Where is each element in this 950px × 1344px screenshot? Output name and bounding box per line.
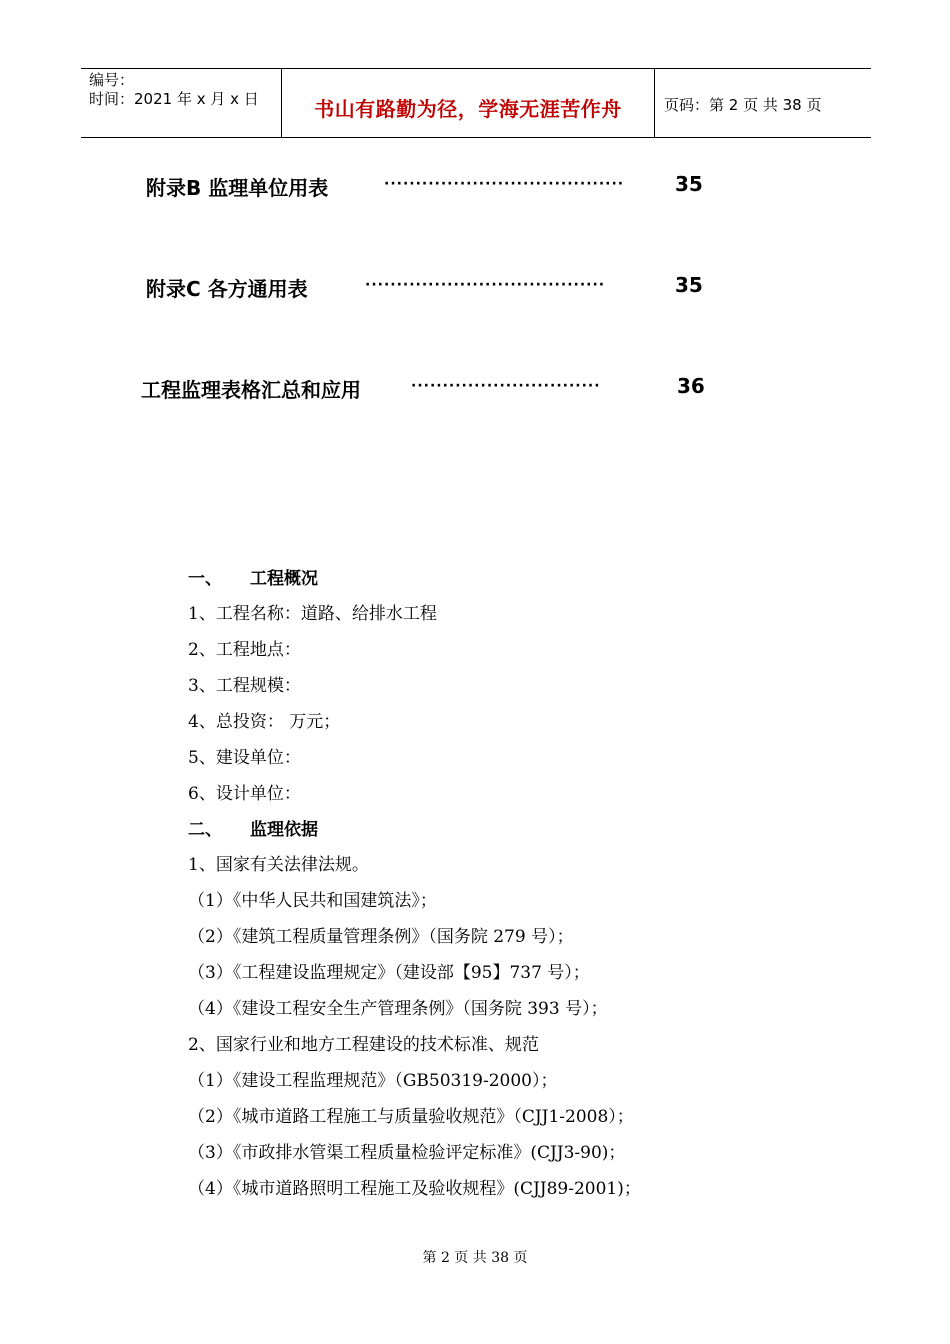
date-label: 时间：2021 年 x 月 x 日 <box>89 90 259 108</box>
body-line: （2）《城市道路工程施工与质量验收规范》（CJJ1-2008）； <box>188 1107 634 1127</box>
motto: 书山有路勤为径，学海无涯苦作舟 <box>314 96 622 121</box>
toc-leader-dots: ······································ <box>384 176 625 192</box>
body-line: （3）《市政排水管渠工程质量检验评定标准》(CJJ3-90)； <box>188 1143 626 1163</box>
section-number: 二、 <box>188 820 222 840</box>
body-line: 2、工程地点： <box>188 640 301 660</box>
toc-page-number: 36 <box>677 374 705 398</box>
body-line: （1）《建设工程监理规范》（GB50319-2000）； <box>188 1071 558 1091</box>
header-motto-cell <box>281 69 655 137</box>
body-line: 2、国家行业和地方工程建设的技术标准、规范 <box>188 1035 539 1055</box>
body-line: （4）《建设工程安全生产管理条例》（国务院 393 号）； <box>188 999 608 1019</box>
toc-label: 工程监理表格汇总和应用 <box>141 378 361 402</box>
body-line: 6、设计单位： <box>188 784 301 804</box>
number-label: 编号： <box>89 71 135 89</box>
body-line: （4）《城市道路照明工程施工及验收规程》(CJJ89-2001)； <box>188 1179 641 1199</box>
toc-page-number: 35 <box>675 273 703 297</box>
body-line: （1）《中华人民共和国建筑法》； <box>188 891 437 911</box>
toc-label: 附录C 各方通用表 <box>146 277 308 301</box>
body-line: 5、建设单位： <box>188 748 301 768</box>
toc-leader-dots: ······································ <box>365 277 606 293</box>
toc-page-number: 35 <box>675 172 703 196</box>
body-line: 3、工程规模： <box>188 676 301 696</box>
body-line: 1、工程名称：道路、给排水工程 <box>188 604 437 624</box>
page-footer: 第 2 页 共 38 页 <box>422 1250 528 1266</box>
body-line: （2）《建筑工程质量管理条例》（国务院 279 号）； <box>188 927 574 947</box>
section-number: 一、 <box>188 569 222 589</box>
header-page-info: 页码：第 2 页 共 38 页 <box>664 95 822 114</box>
toc-label: 附录B 监理单位用表 <box>146 176 329 200</box>
header-meta <box>81 69 281 137</box>
page-header <box>81 68 871 138</box>
body-line: （3）《工程建设监理规定》（建设部【95】737 号）； <box>188 963 590 983</box>
section-title: 监理依据 <box>250 820 318 840</box>
body-line: 4、总投资： 万元； <box>188 712 341 732</box>
section-title: 工程概况 <box>250 569 318 589</box>
toc-leader-dots: ······························ <box>411 378 601 394</box>
body-line: 1、国家有关法律法规。 <box>188 855 369 875</box>
